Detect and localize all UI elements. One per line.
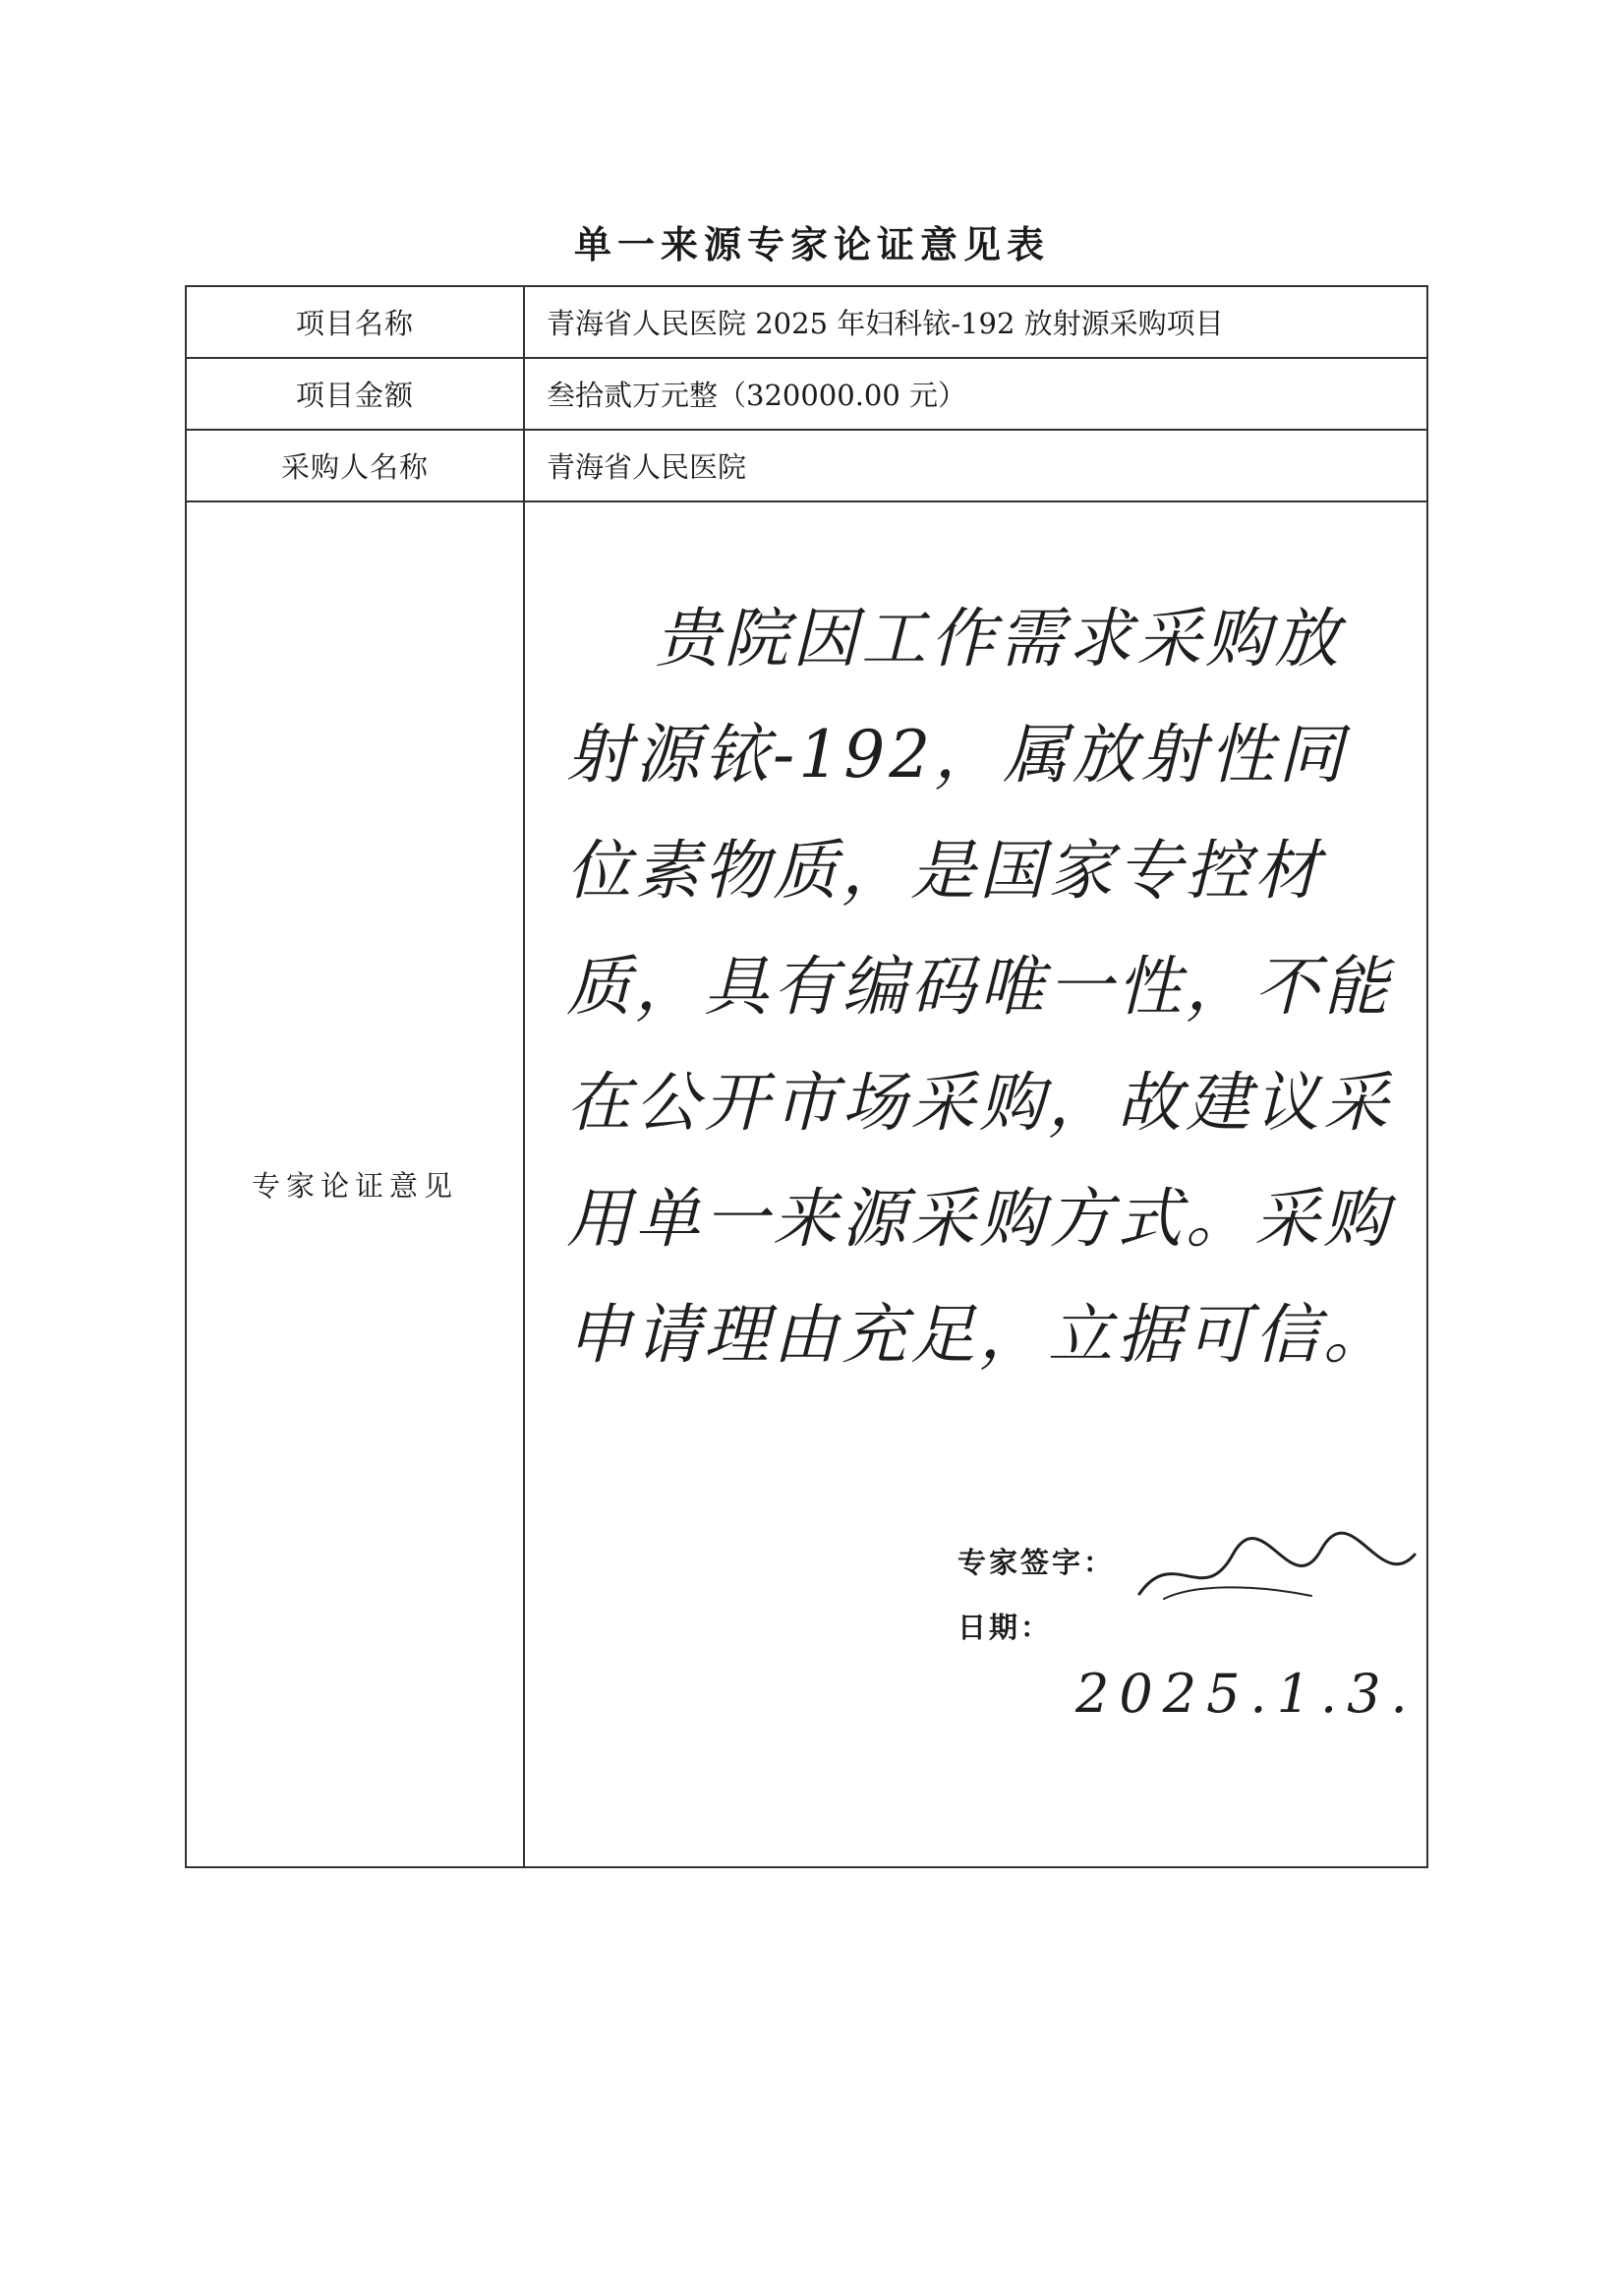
project-name-value: 青海省人民医院 2025 年妇科铱-192 放射源采购项目 (547, 307, 1224, 340)
document-title: 单一来源专家论证意见表 (573, 223, 1050, 266)
purchaser-name-label: 采购人名称 (187, 431, 525, 500)
signature-label: 专家签字： (957, 1546, 1116, 1579)
expert-opinion-cell (525, 502, 1426, 1866)
table-row-purchaser-name (187, 431, 1426, 502)
table-row-expert-opinion (187, 502, 1426, 1866)
table-row-project-amount (187, 359, 1426, 431)
project-name-label: 项目名称 (187, 287, 525, 357)
opinion-form-table (185, 285, 1428, 1868)
project-amount-value: 叁拾贰万元整（320000.00 元） (547, 379, 967, 412)
handwritten-date: 2025.1.3. (1075, 1663, 1418, 1725)
expert-signature (1134, 1525, 1420, 1614)
table-row-project-name (187, 287, 1426, 359)
expert-opinion-label: 专家论证意见 (187, 502, 525, 1866)
handwritten-opinion-text: 贵院因工作需求采购放射源铱-192，属放射性同位素物质，是国家专控材质，具有编码唯一性，不能在公开市场采购，故建议采用单一来源采购方式。采购申请理由充足，立据可信。 (566, 601, 1392, 1373)
purchaser-name-value: 青海省人民医院 (547, 450, 747, 484)
signature-flourish-icon (1134, 1525, 1420, 1614)
date-label: 日期： (957, 1611, 1053, 1644)
project-amount-label: 项目金额 (187, 359, 525, 429)
